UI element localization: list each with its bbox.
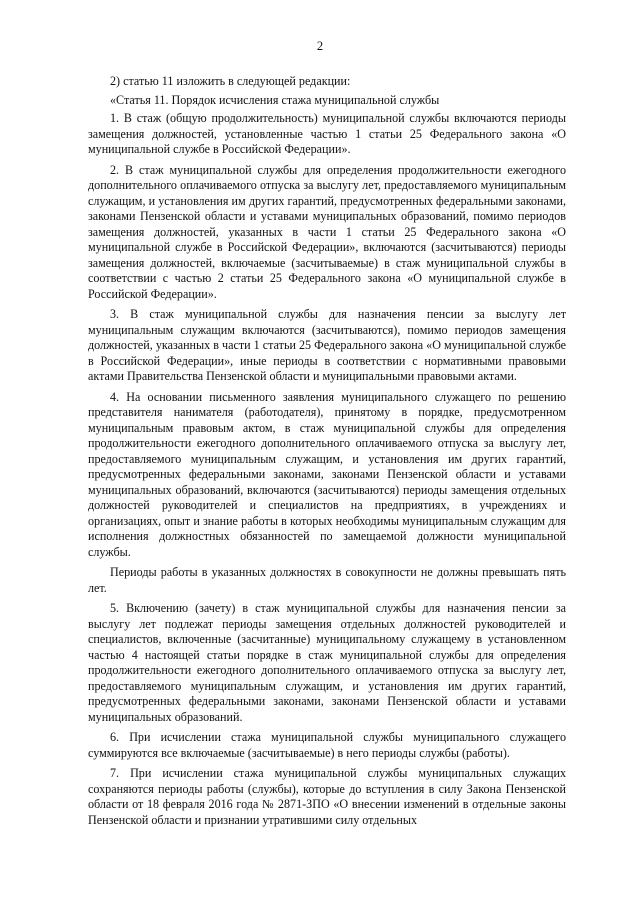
clause-2: 2. В стаж муниципальной службы для определения продолжительности ежегодного дополнительного оплачиваемого отпуска за выслугу лет, предоставляемого муниципальным служащим, и установления им других гарантий, предусмотренных федеральными законами, законами Пензенской области и уставами муниципальных образований, помимо периодов замещения должностей, указанных в части 1 статьи 25 Федерального закона «О муниципальной службе в Российской Федерации», включаются (засчитываются) периоды замещения должностей, включаемые (засчитываемые) в стаж муниципальной службы в соответствии с частью 2 статьи 25 Федерального закона «О муниципальной службе в Российской Федерации».: [88, 162, 566, 301]
amendment-intro: 2) статью 11 изложить в следующей редакции:: [110, 74, 351, 88]
clause-1: 1. В стаж (общую продолжительность) муниципальной службы включаются периоды замещения должностей, установленные частью 1 статьи 25 Федерального закона «О муниципальной службе в Российской Федерации».: [88, 111, 566, 156]
clause-7: 7. При исчислении стажа муниципальной службы муниципальных служащих сохраняются периоды работы (службы), которые до вступления в силу Закона Пензенской области от 18 февраля 2016 года № 2871-ЗПО «О внесении изменений в отдельные законы Пензенской области и признании утратившими силу отдельных: [88, 766, 566, 827]
clause-5: 5. Включению (зачету) в стаж муниципальной службы для назначения пенсии за выслугу лет подлежат периоды замещения отдельных должностей руководителей и специалистов, включенные (засчитанные) муниципальному служащему в установленном частью 4 настоящей статьи порядке в стаж муниципальной службы для определения продолжительности ежегодного дополнительного оплачиваемого отпуска за выслугу лет, предоставляемого муниципальным служащим, и установления им других гарантий, предусмотренных федеральными законами, законами Пензенской области и уставами муниципальных образований.: [88, 601, 566, 724]
document-body: [88, 74, 566, 833]
clause-4: 4. На основании письменного заявления муниципального служащего по решению представителя нанимателя (работодателя), принятому в порядке, предусмотренном муниципальным правовым актом, в стаж муниципальной службы для определения продолжительности ежегодного дополнительного оплачиваемого отпуска за выслугу лет, предоставляемого муниципальным служащим, и установления им других гарантий, предусмотренных федеральными законами, законами Пензенской области и уставами муниципальных образований, включаются (засчитываются) периоды замещения отдельных должностей руководителей и специалистов на предприятиях, в учреждениях и организациях, опыт и знание работы в которых необходимы муниципальным служащим для исполнения должностных обязанностей по замещаемой должности муниципальной службы.: [88, 389, 566, 559]
clause-3: 3. В стаж муниципальной службы для назначения пенсии за выслугу лет муниципальным служащим включаются (засчитываются), помимо периодов замещения должностей, указанных в части 1 статьи 25 Федерального закона «О муниципальной службе в Российской Федерации», иные периоды в соответствии с нормативными правовыми актами Правительства Пензенской области и муниципальными правовыми актами.: [88, 307, 566, 383]
clause-4-limit: Периоды работы в указанных должностях в совокупности не должны превышать пять лет.: [88, 565, 566, 595]
article-heading: «Статья 11. Порядок исчисления стажа муниципальной службы: [110, 92, 440, 107]
clause-6: 6. При исчислении стажа муниципальной службы муниципального служащего суммируются все включаемые (засчитываемые) в него периоды службы (работы).: [88, 730, 566, 760]
page-number: 2: [316, 39, 324, 53]
